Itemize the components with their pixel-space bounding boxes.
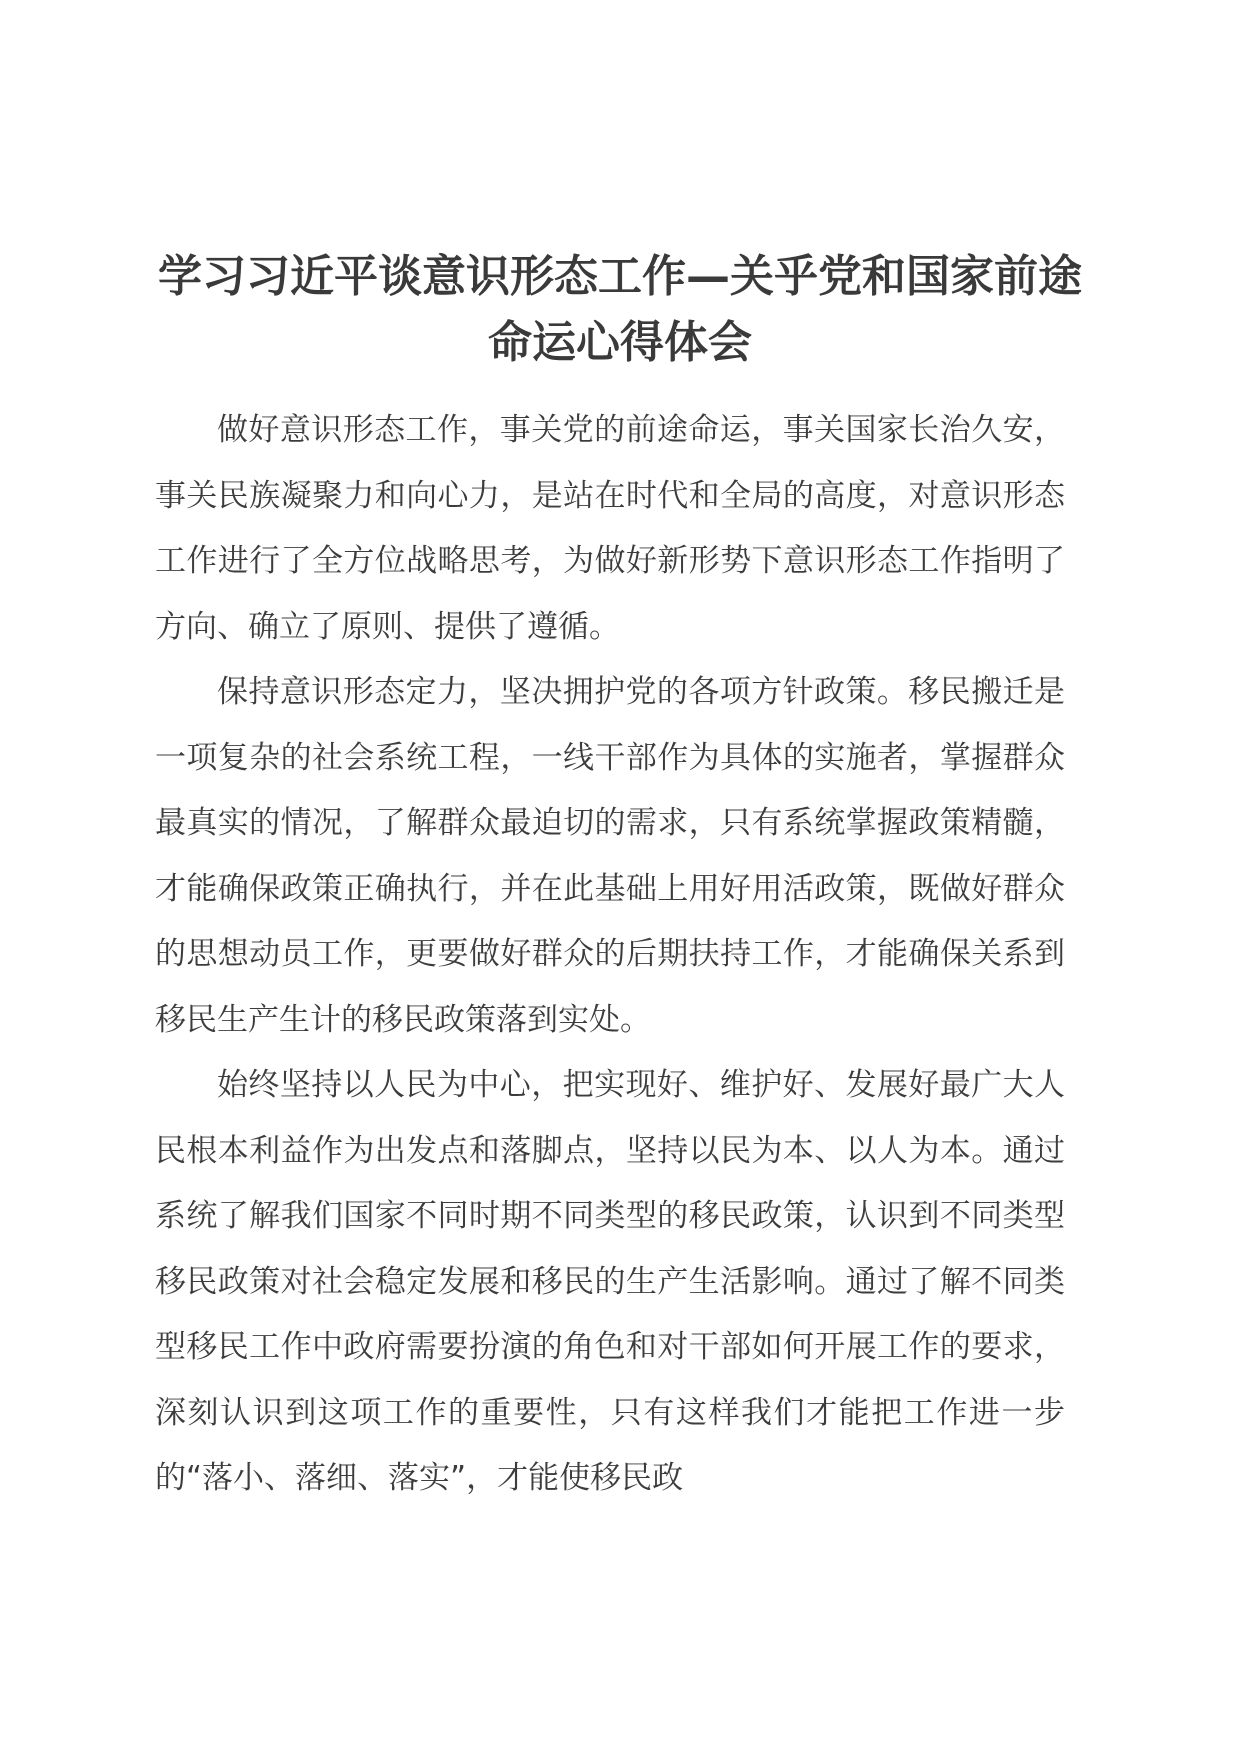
document-title: 学习习近平谈意识形态工作—关乎党和国家前途命运心得体会 [158, 251, 1082, 368]
paragraph-1: 做好意识形态工作，事关党的前途命运，事关国家长治久安，事关民族凝聚力和向心力，是站在时代和全局的高度，对意识形态工作进行了全方位战略思考，为做好新形势下意识形态工作指明了方向、确立了原则、提供了遵循。 [155, 412, 1065, 645]
paragraph-3: 始终坚持以人民为中心，把实现好、维护好、发展好最广大人民根本利益作为出发点和落脚点，坚持以民为本、以人为本。通过系统了解我们国家不同时期不同类型的移民政策，认识到不同类型移民政策对社会稳定发展和移民的生产生活影响。通过了解不同类型移民工作中政府需要扮演的角色和对干部如何开展工作的要求，深刻认识到这项工作的重要性，只有这样我们才能把工作进一步的“落小、落细、落实”，才能使移民政 [155, 1067, 1065, 1496]
paragraph-2: 保持意识形态定力，坚决拥护党的各项方针政策。移民搬迁是一项复杂的社会系统工程，一线干部作为具体的实施者，掌握群众最真实的情况，了解群众最迫切的需求，只有系统掌握政策精髓，才能确保政策正确执行，并在此基础上用好用活政策，既做好群众的思想动员工作，更要做好群众的后期扶持工作，才能确保关系到移民生产生计的移民政策落到实处。 [155, 674, 1065, 1038]
document-body [155, 398, 1065, 1512]
